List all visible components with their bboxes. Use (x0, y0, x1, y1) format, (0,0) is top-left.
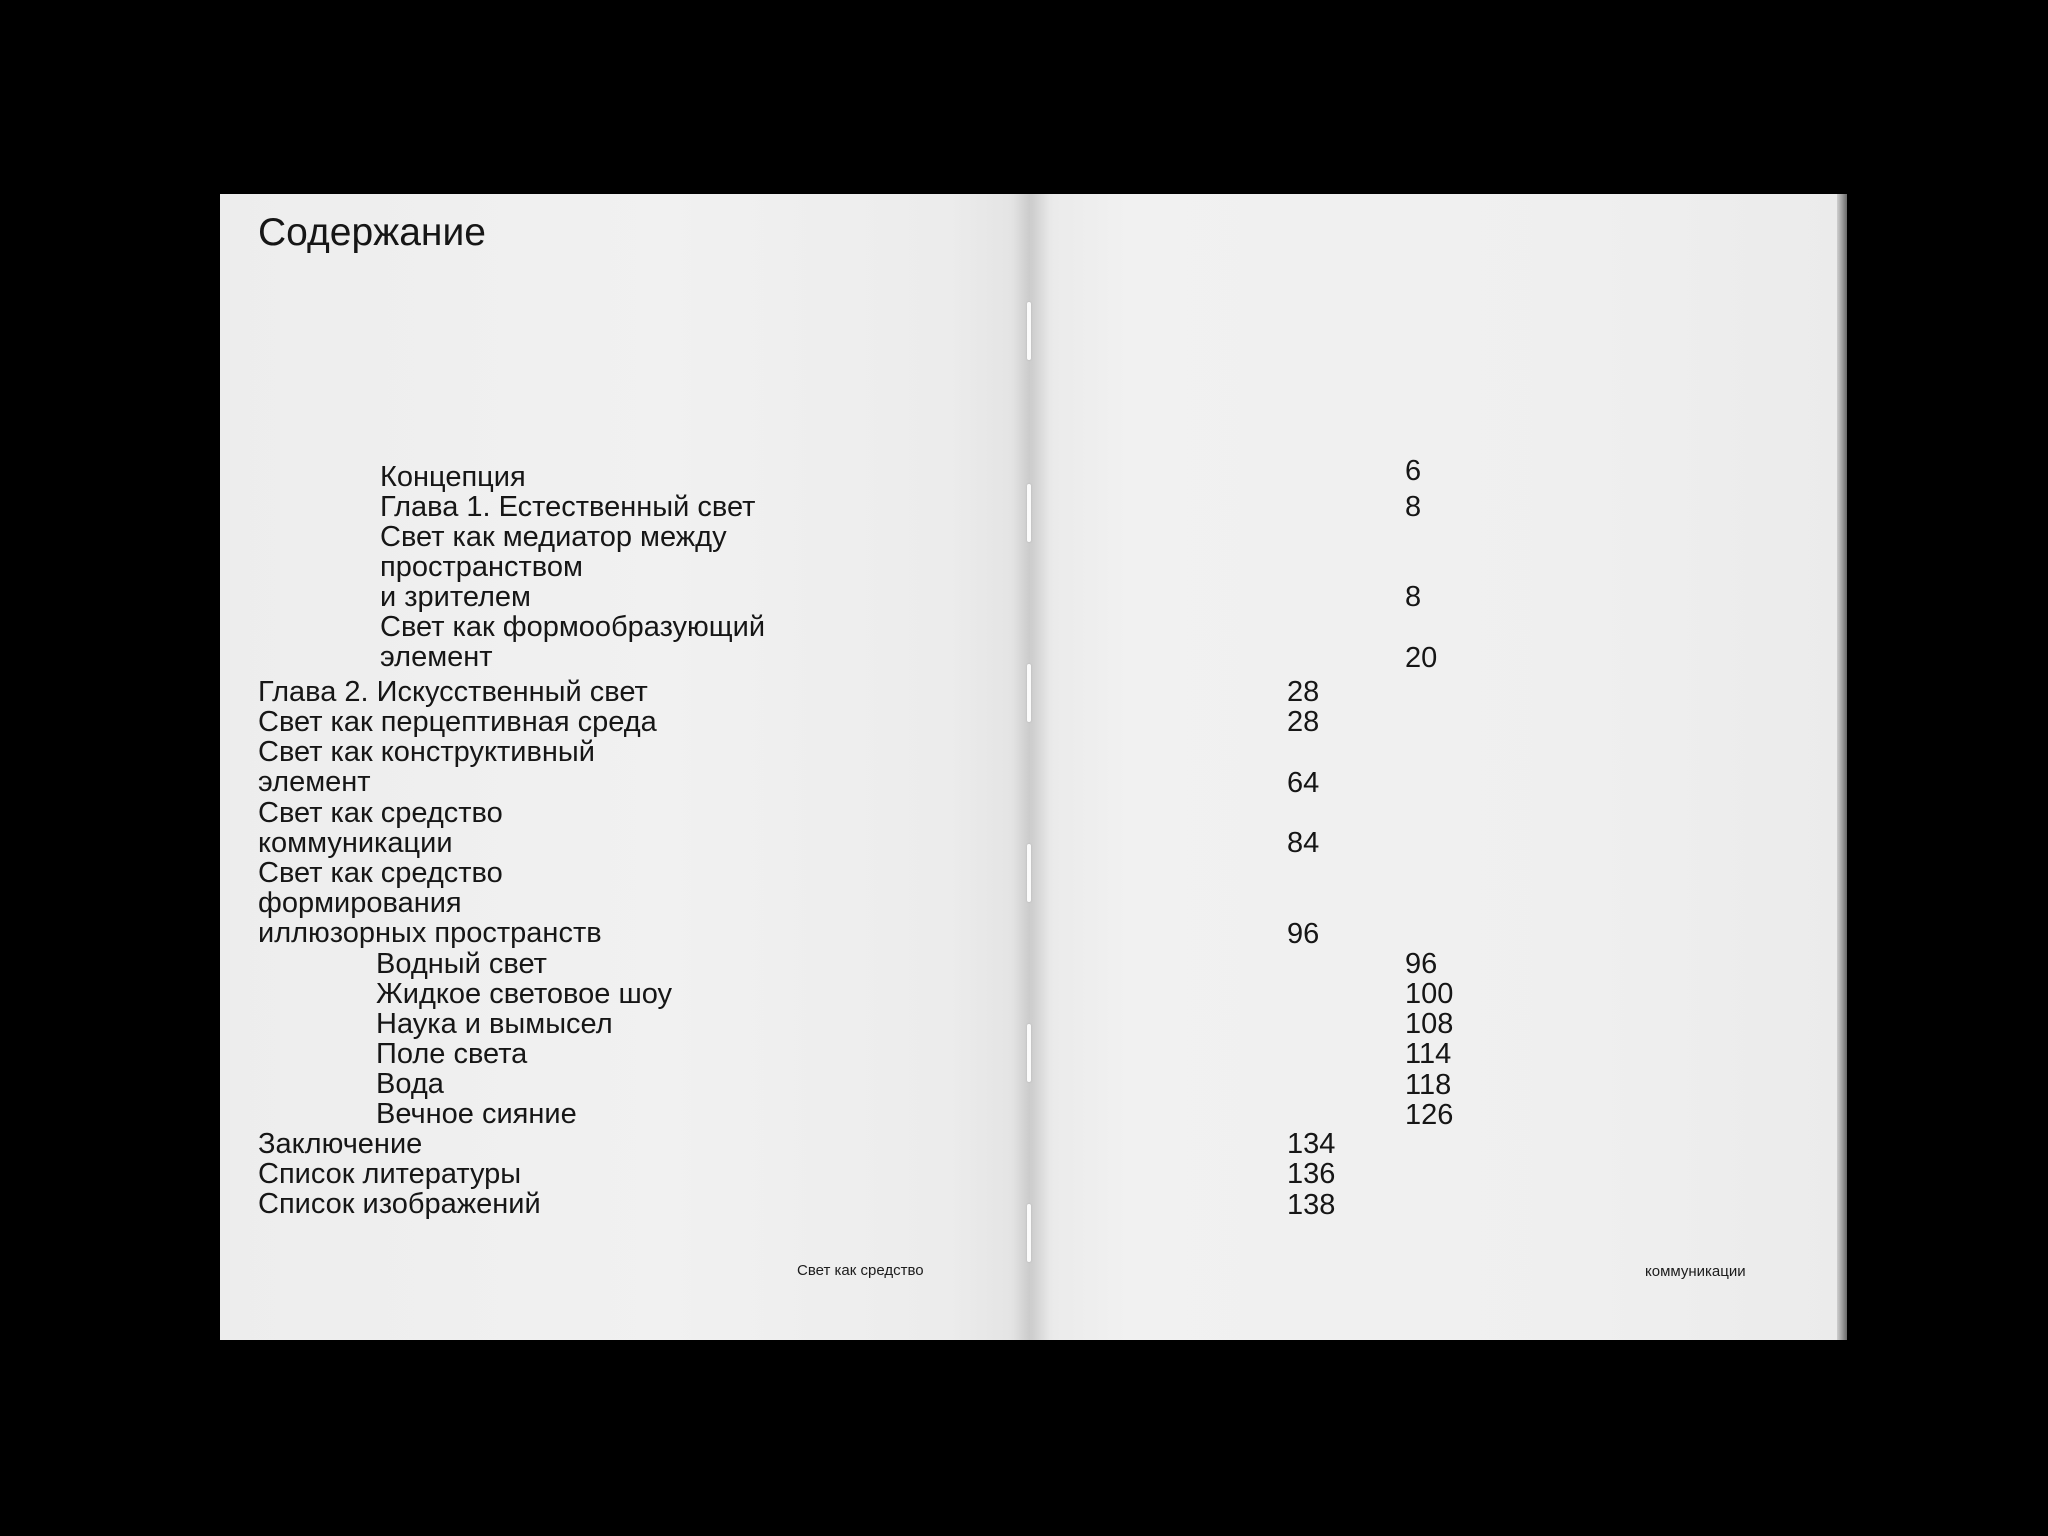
toc-page-number: 96 (1405, 948, 1438, 980)
toc-entry: Глава 2. Искусственный свет (258, 676, 648, 708)
toc-page-number: 126 (1405, 1099, 1454, 1131)
toc-page-number: 100 (1405, 978, 1454, 1010)
toc-entry: Свет как перцептивная среда (258, 706, 657, 738)
toc-entry: иллюзорных пространств (258, 917, 602, 949)
toc-page-number: 108 (1405, 1008, 1454, 1040)
toc-entry: Свет как медиатор между (380, 521, 727, 553)
toc-entry: формирования (258, 887, 462, 919)
toc-entry: Список изображений (258, 1188, 541, 1220)
toc-entry: Список литературы (258, 1158, 522, 1190)
toc-page-number: 114 (1405, 1038, 1452, 1070)
toc-page-number: 136 (1287, 1158, 1336, 1190)
toc-entry: Свет как конструктивный (258, 736, 595, 768)
toc-page-number: 20 (1405, 642, 1438, 674)
toc-entry: Концепция (380, 461, 526, 493)
toc-entry: и зрителем (380, 581, 531, 613)
toc-entry: коммуникации (258, 827, 453, 859)
toc-entry: Свет как средство (258, 857, 503, 889)
toc-page-number: 28 (1287, 706, 1320, 738)
toc-page-number: 8 (1405, 491, 1422, 523)
toc-entry: Свет как средство (258, 797, 503, 829)
toc-page-number: 138 (1287, 1189, 1336, 1221)
toc-page-number: 64 (1287, 767, 1320, 799)
toc-entry: элемент (258, 766, 371, 798)
toc-entry: Вечное сияние (376, 1098, 577, 1130)
toc-entry: Водный свет (376, 948, 547, 980)
page-title: Содержание (258, 211, 486, 254)
toc-entry: элемент (380, 641, 493, 673)
toc-page-number: 134 (1287, 1128, 1336, 1160)
toc-entry: Жидкое световое шоу (376, 978, 673, 1010)
toc-page-number: 8 (1405, 581, 1422, 613)
toc-entry: Свет как формообразующий (380, 611, 766, 643)
toc-entry: Поле света (376, 1038, 528, 1070)
running-footer-right: коммуникации (1645, 1263, 1746, 1280)
running-footer-left: Свет как средство (797, 1262, 924, 1279)
toc-page-number: 84 (1287, 827, 1320, 859)
toc-page-number: 118 (1405, 1069, 1452, 1101)
toc-entry: Вода (376, 1068, 444, 1100)
toc-page-number: 6 (1405, 455, 1422, 487)
toc-entry: пространством (380, 551, 583, 583)
toc-page-number: 28 (1287, 676, 1320, 708)
toc-entry: Заключение (258, 1128, 423, 1160)
toc-entry: Глава 1. Естественный свет (380, 491, 756, 523)
toc-page-number: 96 (1287, 918, 1320, 950)
toc-entry: Наука и вымысел (376, 1008, 613, 1040)
